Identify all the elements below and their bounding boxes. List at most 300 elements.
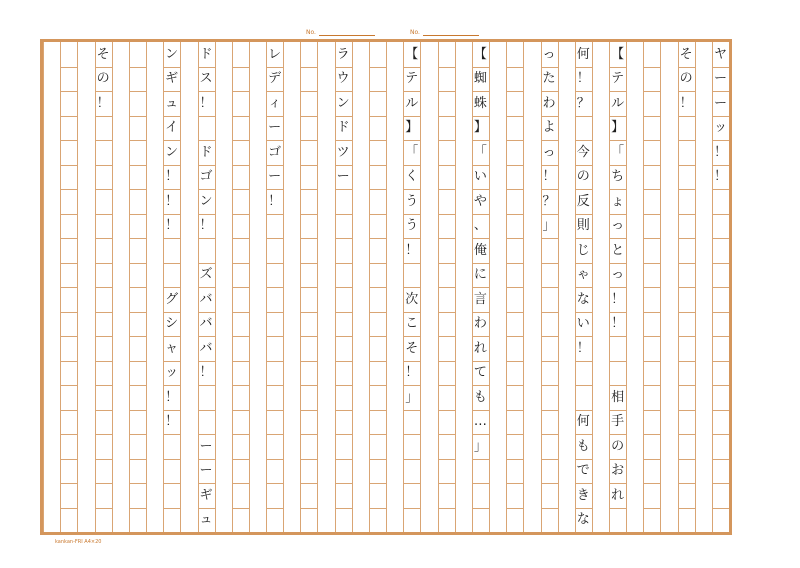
grid-hline (369, 67, 386, 68)
grid-hline (95, 263, 112, 264)
grid-hline (438, 91, 455, 92)
grid-hline (541, 385, 558, 386)
grid-hline (232, 116, 249, 117)
grid-hline (335, 508, 352, 509)
grid-hline (163, 434, 180, 435)
manuscript-char: 」 (542, 218, 556, 234)
grid-hline (369, 508, 386, 509)
grid-hline (95, 214, 112, 215)
grid-hline (438, 165, 455, 166)
grid-hline (335, 459, 352, 460)
manuscript-char: い (473, 169, 487, 185)
manuscript-column (300, 42, 317, 532)
manuscript-char: ー (268, 169, 282, 185)
grid-hline (232, 214, 249, 215)
manuscript-char: ギ (165, 71, 179, 87)
manuscript-char: ！ (542, 169, 556, 185)
manuscript-char: ャ (165, 340, 179, 356)
grid-hline (369, 361, 386, 362)
grid-hline (232, 508, 249, 509)
manuscript-char: わ (542, 95, 556, 111)
grid-hline (95, 189, 112, 190)
grid-hline (506, 508, 523, 509)
grid-hline (369, 91, 386, 92)
manuscript-char: ょ (611, 193, 625, 209)
manuscript-char: ー (268, 120, 282, 136)
grid-hline (369, 140, 386, 141)
manuscript-char: そ (679, 46, 693, 62)
manuscript-char: ！ (713, 144, 727, 160)
manuscript-char: い (576, 316, 590, 332)
grid-hline (232, 67, 249, 68)
grid-hline (60, 67, 77, 68)
grid-hline (369, 116, 386, 117)
grid-hline (506, 483, 523, 484)
manuscript-char: ！ (96, 95, 110, 111)
grid-hline (129, 312, 146, 313)
manuscript-column (575, 42, 592, 532)
manuscript-char: シ (165, 316, 179, 332)
grid-hline (300, 189, 317, 190)
manuscript-char: ン (199, 193, 213, 209)
manuscript-char: 】 (473, 120, 487, 136)
grid-hline (163, 459, 180, 460)
grid-hline (60, 483, 77, 484)
grid-hline (678, 361, 695, 362)
manuscript-char: ！ (165, 414, 179, 430)
grid-hline (95, 165, 112, 166)
manuscript-char: 蜘 (473, 71, 487, 87)
grid-hline (300, 287, 317, 288)
grid-hline (643, 189, 660, 190)
manuscript-char: 手 (611, 414, 625, 430)
manuscript-column (609, 42, 626, 532)
grid-hline (643, 385, 660, 386)
manuscript-char: ！ (405, 242, 419, 258)
grid-hline (541, 410, 558, 411)
grid-hline (678, 165, 695, 166)
grid-hline (232, 336, 249, 337)
grid-hline (643, 459, 660, 460)
manuscript-char: 「 (611, 144, 625, 160)
grid-hline (129, 483, 146, 484)
manuscript-char: 」 (473, 438, 487, 454)
manuscript-char: に (473, 267, 487, 283)
manuscript-char: れ (611, 487, 625, 503)
grid-hline (369, 336, 386, 337)
grid-hline (300, 165, 317, 166)
manuscript-char (198, 116, 215, 141)
manuscript-char: 今 (576, 144, 590, 160)
manuscript-char: ！ (165, 218, 179, 234)
manuscript-char: ュ (199, 512, 213, 528)
grid-hline (300, 116, 317, 117)
grid-hline (129, 508, 146, 509)
grid-hline (95, 238, 112, 239)
grid-hline (232, 459, 249, 460)
grid-hline (678, 410, 695, 411)
manuscript-char: そ (405, 340, 419, 356)
grid-hline (678, 140, 695, 141)
manuscript-column (678, 42, 695, 532)
grid-vline (660, 42, 661, 532)
grid-hline (335, 483, 352, 484)
manuscript-char: ヤ (713, 46, 727, 62)
grid-hline (438, 434, 455, 435)
manuscript-column (712, 42, 729, 532)
grid-hline (438, 410, 455, 411)
grid-hline (60, 434, 77, 435)
manuscript-char: ン (165, 144, 179, 160)
grid-hline (712, 214, 729, 215)
grid-hline (678, 385, 695, 386)
grid-hline (712, 508, 729, 509)
grid-vline (317, 42, 318, 532)
manuscript-column (472, 42, 489, 532)
header-no-left-line (319, 29, 375, 36)
grid-hline (403, 459, 420, 460)
grid-hline (403, 410, 420, 411)
grid-hline (60, 214, 77, 215)
grid-vline (77, 42, 78, 532)
manuscript-char: ゃ (576, 267, 590, 283)
grid-hline (506, 263, 523, 264)
manuscript-char: ド (336, 120, 350, 136)
grid-hline (643, 91, 660, 92)
manuscript-column (266, 42, 283, 532)
grid-hline (232, 312, 249, 313)
grid-hline (95, 116, 112, 117)
grid-hline (300, 410, 317, 411)
manuscript-char: く (405, 169, 419, 185)
grid-hline (129, 287, 146, 288)
grid-hline (609, 508, 626, 509)
grid-hline (643, 116, 660, 117)
grid-hline (95, 385, 112, 386)
manuscript-char (198, 385, 215, 410)
manuscript-char: 「 (473, 144, 487, 160)
manuscript-char: 言 (473, 291, 487, 307)
grid-hline (266, 459, 283, 460)
manuscript-char: バ (199, 291, 213, 307)
manuscript-char: ！ (576, 340, 590, 356)
manuscript-char: バ (199, 340, 213, 356)
grid-hline (232, 165, 249, 166)
grid-hline (643, 483, 660, 484)
manuscript-char (575, 361, 592, 386)
manuscript-char: 」 (405, 389, 419, 405)
manuscript-sheet (40, 39, 732, 535)
manuscript-char: ッ (713, 120, 727, 136)
manuscript-char: っ (542, 46, 556, 62)
grid-hline (300, 91, 317, 92)
grid-hline (369, 434, 386, 435)
manuscript-char: 「 (405, 144, 419, 160)
grid-hline (712, 483, 729, 484)
grid-vline (523, 42, 524, 532)
grid-hline (95, 434, 112, 435)
manuscript-char (163, 238, 180, 263)
manuscript-char: そ (96, 46, 110, 62)
grid-hline (472, 459, 489, 460)
grid-hline (300, 459, 317, 460)
manuscript-char: ス (199, 71, 213, 87)
grid-vline (112, 42, 113, 532)
grid-hline (438, 336, 455, 337)
grid-hline (369, 483, 386, 484)
grid-hline (266, 361, 283, 362)
grid-hline (232, 189, 249, 190)
grid-hline (266, 287, 283, 288)
manuscript-char: ウ (336, 71, 350, 87)
grid-vline (695, 42, 696, 532)
grid-hline (232, 287, 249, 288)
grid-hline (300, 361, 317, 362)
manuscript-char: 【 (405, 46, 419, 62)
manuscript-char: 【 (473, 46, 487, 62)
grid-hline (506, 287, 523, 288)
manuscript-char: ー (199, 463, 213, 479)
manuscript-char: ！ (405, 365, 419, 381)
manuscript-char: ！ (713, 169, 727, 185)
manuscript-char: っ (611, 218, 625, 234)
manuscript-char: 反 (576, 193, 590, 209)
grid-hline (300, 312, 317, 313)
grid-hline (643, 238, 660, 239)
manuscript-char: 俺 (473, 242, 487, 258)
grid-hline (712, 361, 729, 362)
grid-hline (712, 312, 729, 313)
manuscript-char: ド (199, 144, 213, 160)
grid-hline (403, 483, 420, 484)
manuscript-char: デ (268, 71, 282, 87)
manuscript-char: で (576, 463, 590, 479)
grid-hline (60, 91, 77, 92)
grid-hline (438, 312, 455, 313)
grid-hline (300, 434, 317, 435)
grid-hline (95, 336, 112, 337)
grid-hline (712, 189, 729, 190)
grid-hline (300, 263, 317, 264)
grid-hline (95, 508, 112, 509)
grid-hline (266, 238, 283, 239)
grid-hline (129, 67, 146, 68)
grid-hline (369, 385, 386, 386)
manuscript-char: 則 (576, 218, 590, 234)
grid-hline (643, 263, 660, 264)
grid-hline (643, 287, 660, 288)
grid-hline (129, 238, 146, 239)
grid-hline (643, 434, 660, 435)
header-no-right (410, 29, 479, 36)
grid-hline (129, 434, 146, 435)
manuscript-char: う (405, 218, 419, 234)
grid-hline (643, 67, 660, 68)
grid-hline (506, 361, 523, 362)
grid-hline (129, 336, 146, 337)
manuscript-char: ラ (336, 46, 350, 62)
grid-hline (335, 287, 352, 288)
manuscript-char: れ (473, 340, 487, 356)
manuscript-column (506, 42, 523, 532)
manuscript-char: ！ (165, 193, 179, 209)
manuscript-char (198, 410, 215, 435)
grid-hline (643, 361, 660, 362)
grid-hline (129, 385, 146, 386)
grid-hline (129, 410, 146, 411)
grid-hline (712, 410, 729, 411)
manuscript-char: こ (405, 316, 419, 332)
grid-hline (335, 312, 352, 313)
grid-hline (95, 459, 112, 460)
manuscript-char: き (576, 487, 590, 503)
grid-hline (95, 140, 112, 141)
manuscript-column (438, 42, 455, 532)
manuscript-char: わ (473, 316, 487, 332)
grid-vline (626, 42, 627, 532)
manuscript-char: た (542, 71, 556, 87)
grid-hline (678, 434, 695, 435)
grid-hline (506, 116, 523, 117)
grid-hline (506, 459, 523, 460)
grid-hline (541, 434, 558, 435)
grid-hline (369, 238, 386, 239)
manuscript-column (369, 42, 386, 532)
grid-hline (232, 434, 249, 435)
grid-hline (438, 361, 455, 362)
grid-hline (541, 508, 558, 509)
grid-hline (163, 483, 180, 484)
grid-hline (643, 336, 660, 337)
grid-hline (438, 263, 455, 264)
grid-hline (60, 116, 77, 117)
manuscript-char: の (679, 71, 693, 87)
manuscript-char: 相 (611, 389, 625, 405)
grid-hline (403, 434, 420, 435)
grid-hline (266, 434, 283, 435)
grid-hline (60, 361, 77, 362)
manuscript-char: っ (542, 144, 556, 160)
grid-hline (369, 410, 386, 411)
manuscript-char: 、 (473, 218, 487, 234)
grid-hline (60, 238, 77, 239)
grid-vline (215, 42, 216, 532)
manuscript-char: ！ (199, 218, 213, 234)
grid-hline (232, 91, 249, 92)
grid-hline (678, 336, 695, 337)
grid-hline (438, 67, 455, 68)
grid-hline (335, 263, 352, 264)
grid-hline (678, 214, 695, 215)
manuscript-char: も (473, 389, 487, 405)
grid-hline (300, 214, 317, 215)
manuscript-char: イ (165, 120, 179, 136)
grid-hline (95, 287, 112, 288)
manuscript-char (198, 238, 215, 263)
grid-hline (60, 312, 77, 313)
grid-hline (506, 434, 523, 435)
manuscript-char: ッ (165, 365, 179, 381)
manuscript-char: ！ (165, 169, 179, 185)
manuscript-char: ー (713, 95, 727, 111)
grid-hline (506, 165, 523, 166)
manuscript-char (163, 263, 180, 288)
manuscript-char: て (473, 365, 487, 381)
grid-vline (592, 42, 593, 532)
grid-hline (678, 312, 695, 313)
manuscript-char: よ (542, 120, 556, 136)
grid-hline (300, 483, 317, 484)
grid-hline (60, 336, 77, 337)
manuscript-char: っ (611, 267, 625, 283)
grid-hline (129, 459, 146, 460)
manuscript-char: ？ (542, 193, 556, 209)
grid-hline (266, 336, 283, 337)
manuscript-char (575, 385, 592, 410)
grid-hline (438, 483, 455, 484)
grid-hline (712, 434, 729, 435)
grid-hline (472, 483, 489, 484)
grid-hline (369, 214, 386, 215)
grid-hline (335, 214, 352, 215)
manuscript-char: ！ (199, 95, 213, 111)
manuscript-char: 蛛 (473, 95, 487, 111)
grid-hline (232, 361, 249, 362)
grid-hline (506, 140, 523, 141)
header-no-left-label: No. (306, 29, 316, 36)
grid-hline (403, 508, 420, 509)
manuscript-char: ゴ (268, 144, 282, 160)
manuscript-char: ？ (576, 95, 590, 111)
grid-hline (541, 483, 558, 484)
grid-vline (180, 42, 181, 532)
grid-hline (369, 312, 386, 313)
grid-hline (129, 165, 146, 166)
footer-label: kankan-FRI A4×20 (55, 539, 102, 545)
grid-hline (712, 238, 729, 239)
manuscript-char: ド (199, 46, 213, 62)
grid-hline (95, 361, 112, 362)
grid-hline (369, 459, 386, 460)
grid-hline (541, 361, 558, 362)
grid-hline (300, 67, 317, 68)
grid-hline (472, 508, 489, 509)
manuscript-char (609, 336, 626, 361)
manuscript-char: グ (165, 291, 179, 307)
grid-hline (232, 410, 249, 411)
manuscript-char: 次 (405, 291, 419, 307)
grid-hline (335, 189, 352, 190)
manuscript-char: バ (199, 316, 213, 332)
grid-hline (60, 459, 77, 460)
manuscript-char: ー (713, 71, 727, 87)
manuscript-char: お (611, 463, 625, 479)
grid-hline (300, 336, 317, 337)
grid-vline (489, 42, 490, 532)
grid-hline (369, 189, 386, 190)
manuscript-char: う (405, 193, 419, 209)
grid-hline (541, 287, 558, 288)
grid-hline (712, 459, 729, 460)
grid-hline (60, 263, 77, 264)
manuscript-char: ン (165, 46, 179, 62)
manuscript-char: な (576, 512, 590, 528)
grid-hline (643, 508, 660, 509)
grid-vline (249, 42, 250, 532)
grid-vline (352, 42, 353, 532)
grid-hline (506, 91, 523, 92)
grid-hline (232, 140, 249, 141)
